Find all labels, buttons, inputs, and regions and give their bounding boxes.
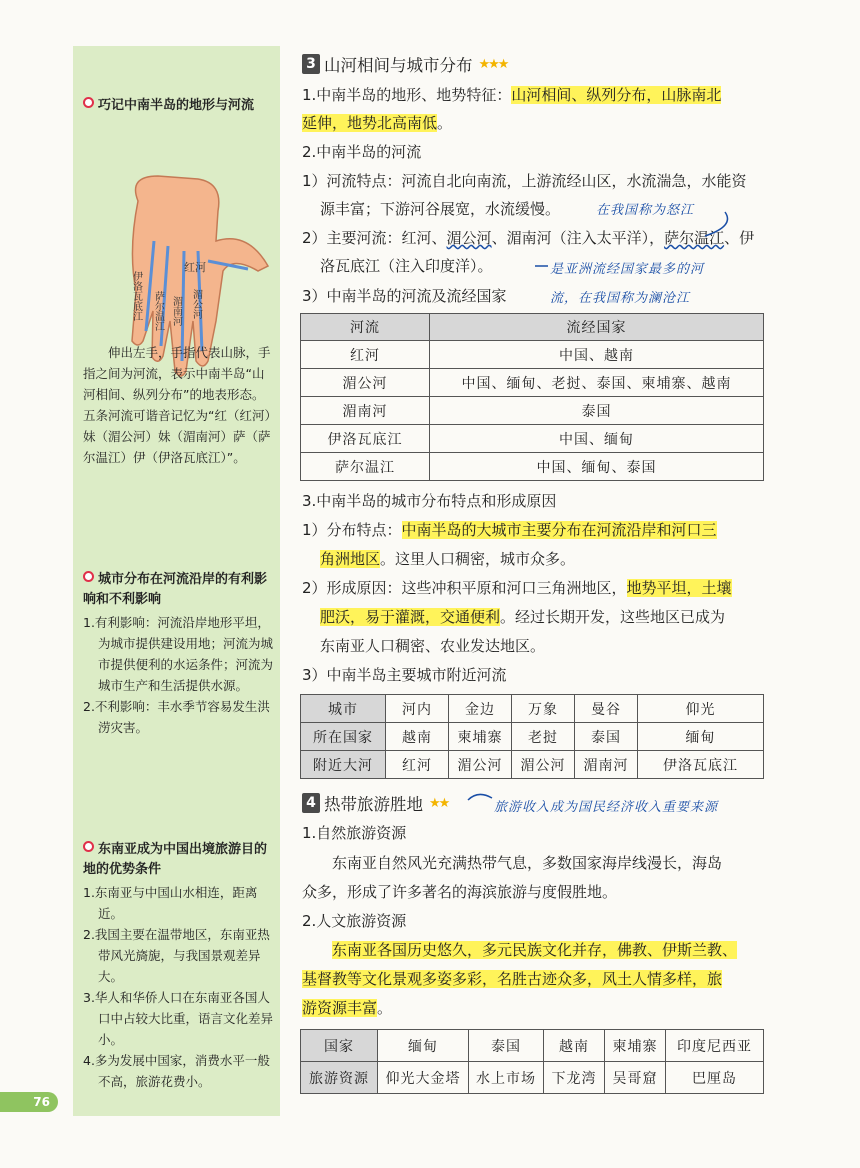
- city-cause-line2: 肥沃，易于灌溉，交通便利。经过长期开发，这些地区已成为: [320, 608, 726, 626]
- section-title: 热带旅游胜地: [324, 795, 423, 814]
- city-table-caption: 3）中南半岛主要城市附近河流: [302, 666, 507, 684]
- table-row: 萨尔温江 中国、缅甸、泰国: [301, 453, 764, 481]
- bullet-icon: [83, 571, 94, 582]
- section3-heading: [302, 52, 507, 76]
- section4-heading: [302, 791, 448, 815]
- river-feature-line1: 1）河流特点：河流自北向南流，上游流经山区，水流湍急，水能资: [302, 172, 747, 190]
- table-header: 河流: [301, 314, 430, 341]
- list-item: 4.多为发展中国家，消费水平一般不高，旅游花费小。: [83, 1053, 270, 1089]
- sec3-p1-line1: 1.中南半岛的地形、地势特征：山河相间、纵列分布，山脉南北: [302, 86, 722, 104]
- city-cause-line1: 2）形成原因：这些冲积平原和河口三角洲地区，地势平坦，土壤: [302, 579, 732, 597]
- cultural-line1: 东南亚各国历史悠久，多元民族文化并存，佛教、伊斯兰教、: [332, 941, 738, 959]
- city-dist-line2: 角洲地区。这里人口稠密，城市众多。: [320, 550, 576, 568]
- city-dist-line1: 1）分布特点：中南半岛的大城市主要分布在河流沿岸和河口三: [302, 521, 717, 539]
- star-rating-icon: ★★: [429, 795, 449, 811]
- table-row: 所在国家 越南 柬埔寨 老挝 泰国 缅甸: [301, 723, 764, 751]
- list-item: 3.华人和华侨人口在东南亚各国人口中占较大比重，语言文化差异小。: [83, 990, 274, 1047]
- hand-explanation: 伸出左手，手指代表山脉，手指之间为河流，表示中南半岛“山河相间、纵列分布”的地表形态。五条河流可谐音记忆为“红（红河）妹（湄公河）妹（湄南河）萨（萨尔温江）伊（伊洛瓦底江）”。: [83, 345, 271, 465]
- sec3-p1-line2: 延伸，地势北高南低。: [302, 114, 453, 132]
- natural-line2: 众多，形成了许多著名的海滨旅游与度假胜地。: [302, 883, 618, 901]
- star-rating-icon: ★★★: [478, 56, 508, 72]
- sec3-heading2: 2.中南半岛的河流: [302, 143, 422, 161]
- handwritten-note-mekong: 是亚洲流经国家最多的河: [550, 262, 705, 277]
- section-number: 4: [302, 793, 320, 813]
- main-rivers-line1: 2）主要河流：红河、湄公河、湄南河（注入太平洋），萨尔温江、伊: [302, 229, 755, 247]
- city-influence-section: [83, 570, 275, 738]
- list-item: 2.我国主要在温带地区，东南亚热带风光旖旎，与我国景观差异大。: [83, 927, 270, 984]
- list-item: 1.东南亚与中国山水相连，距离近。: [83, 885, 258, 921]
- sidebar: [73, 46, 280, 1116]
- table-row: 附近大河 红河 湄公河 湄公河 湄南河 伊洛瓦底江: [301, 751, 764, 779]
- table-row: 城市 河内 金边 万象 曼谷 仰光: [301, 695, 764, 723]
- city-list: [83, 612, 275, 738]
- river-table-caption: 3）中南半岛的河流及流经国家: [302, 287, 507, 305]
- hand-mnemonic-section: [83, 96, 275, 118]
- tour-list: [83, 882, 275, 1092]
- natural-line1: 东南亚自然风光充满热带气息，多数国家海岸线漫长，海岛: [332, 854, 723, 872]
- label-irrawaddy: 伊洛瓦底江: [130, 271, 142, 321]
- table-row: 国家 缅甸 泰国 越南 柬埔寨 印度尼西亚: [301, 1030, 764, 1062]
- handwritten-note-lancang: 流，在我国称为澜沧江: [550, 291, 691, 306]
- handwritten-note-nujiang: 在我国称为怒江: [596, 203, 695, 218]
- table-row: 湄公河 中国、缅甸、老挝、泰国、柬埔寨、越南: [301, 369, 764, 397]
- cultural-line3: 游资源丰富。: [302, 999, 393, 1017]
- table-row: 红河 中国、越南: [301, 341, 764, 369]
- main-rivers-line2: 洛瓦底江（注入印度洋）。: [320, 257, 493, 275]
- table-row: 旅游资源 仰光大金塔 水上市场 下龙湾 吴哥窟 巴厘岛: [301, 1062, 764, 1094]
- label-chaophraya: 湄南河: [170, 296, 182, 326]
- hand-title: 巧记中南半岛的地形与河流: [98, 98, 255, 113]
- natural-heading: 1.自然旅游资源: [302, 824, 407, 842]
- city-table: [300, 694, 764, 779]
- label-mekong: 湄公河: [190, 289, 202, 319]
- section-number: 3: [302, 54, 320, 74]
- city-heading: 3.中南半岛的城市分布特点和形成原因: [302, 492, 557, 510]
- tour-title: 东南亚成为中国出境旅游目的地的优势条件: [83, 842, 268, 877]
- list-item: 2.不利影响：丰水季节容易发生洪涝灾害。: [83, 699, 270, 735]
- city-title: 城市分布在河流沿岸的有利影响和不利影响: [83, 572, 268, 607]
- city-cause-line3: 东南亚人口稠密、农业发达地区。: [320, 637, 546, 655]
- table-row: 伊洛瓦底江 中国、缅甸: [301, 425, 764, 453]
- cultural-line2: 基督教等文化景观多姿多彩，名胜古迹众多，风土人情多样，旅: [302, 970, 723, 988]
- section-title: 山河相间与城市分布: [324, 56, 473, 75]
- label-salween: 萨尔温江: [152, 291, 164, 331]
- handwritten-note-tourism: 旅游收入成为国民经济收入重要来源: [494, 800, 719, 815]
- tour-table: [300, 1029, 764, 1094]
- river-table: [300, 313, 764, 481]
- page-number: 76: [0, 1092, 58, 1112]
- bullet-icon: [83, 97, 94, 108]
- label-honghe: 红河: [184, 261, 206, 274]
- river-feature-line2: 源丰富；下游河谷展宽，水流缓慢。: [320, 200, 561, 218]
- table-row: 湄南河 泰国: [301, 397, 764, 425]
- bullet-icon: [83, 841, 94, 852]
- list-item: 1.有利影响：河流沿岸地形平坦，为城市提供建设用地；河流为城市提供便利的水运条件；河流为城市生产和生活提供水源。: [83, 615, 274, 693]
- table-header: 流经国家: [430, 314, 764, 341]
- tour-advantage-section: [83, 840, 275, 1092]
- cultural-heading: 2.人文旅游资源: [302, 912, 407, 930]
